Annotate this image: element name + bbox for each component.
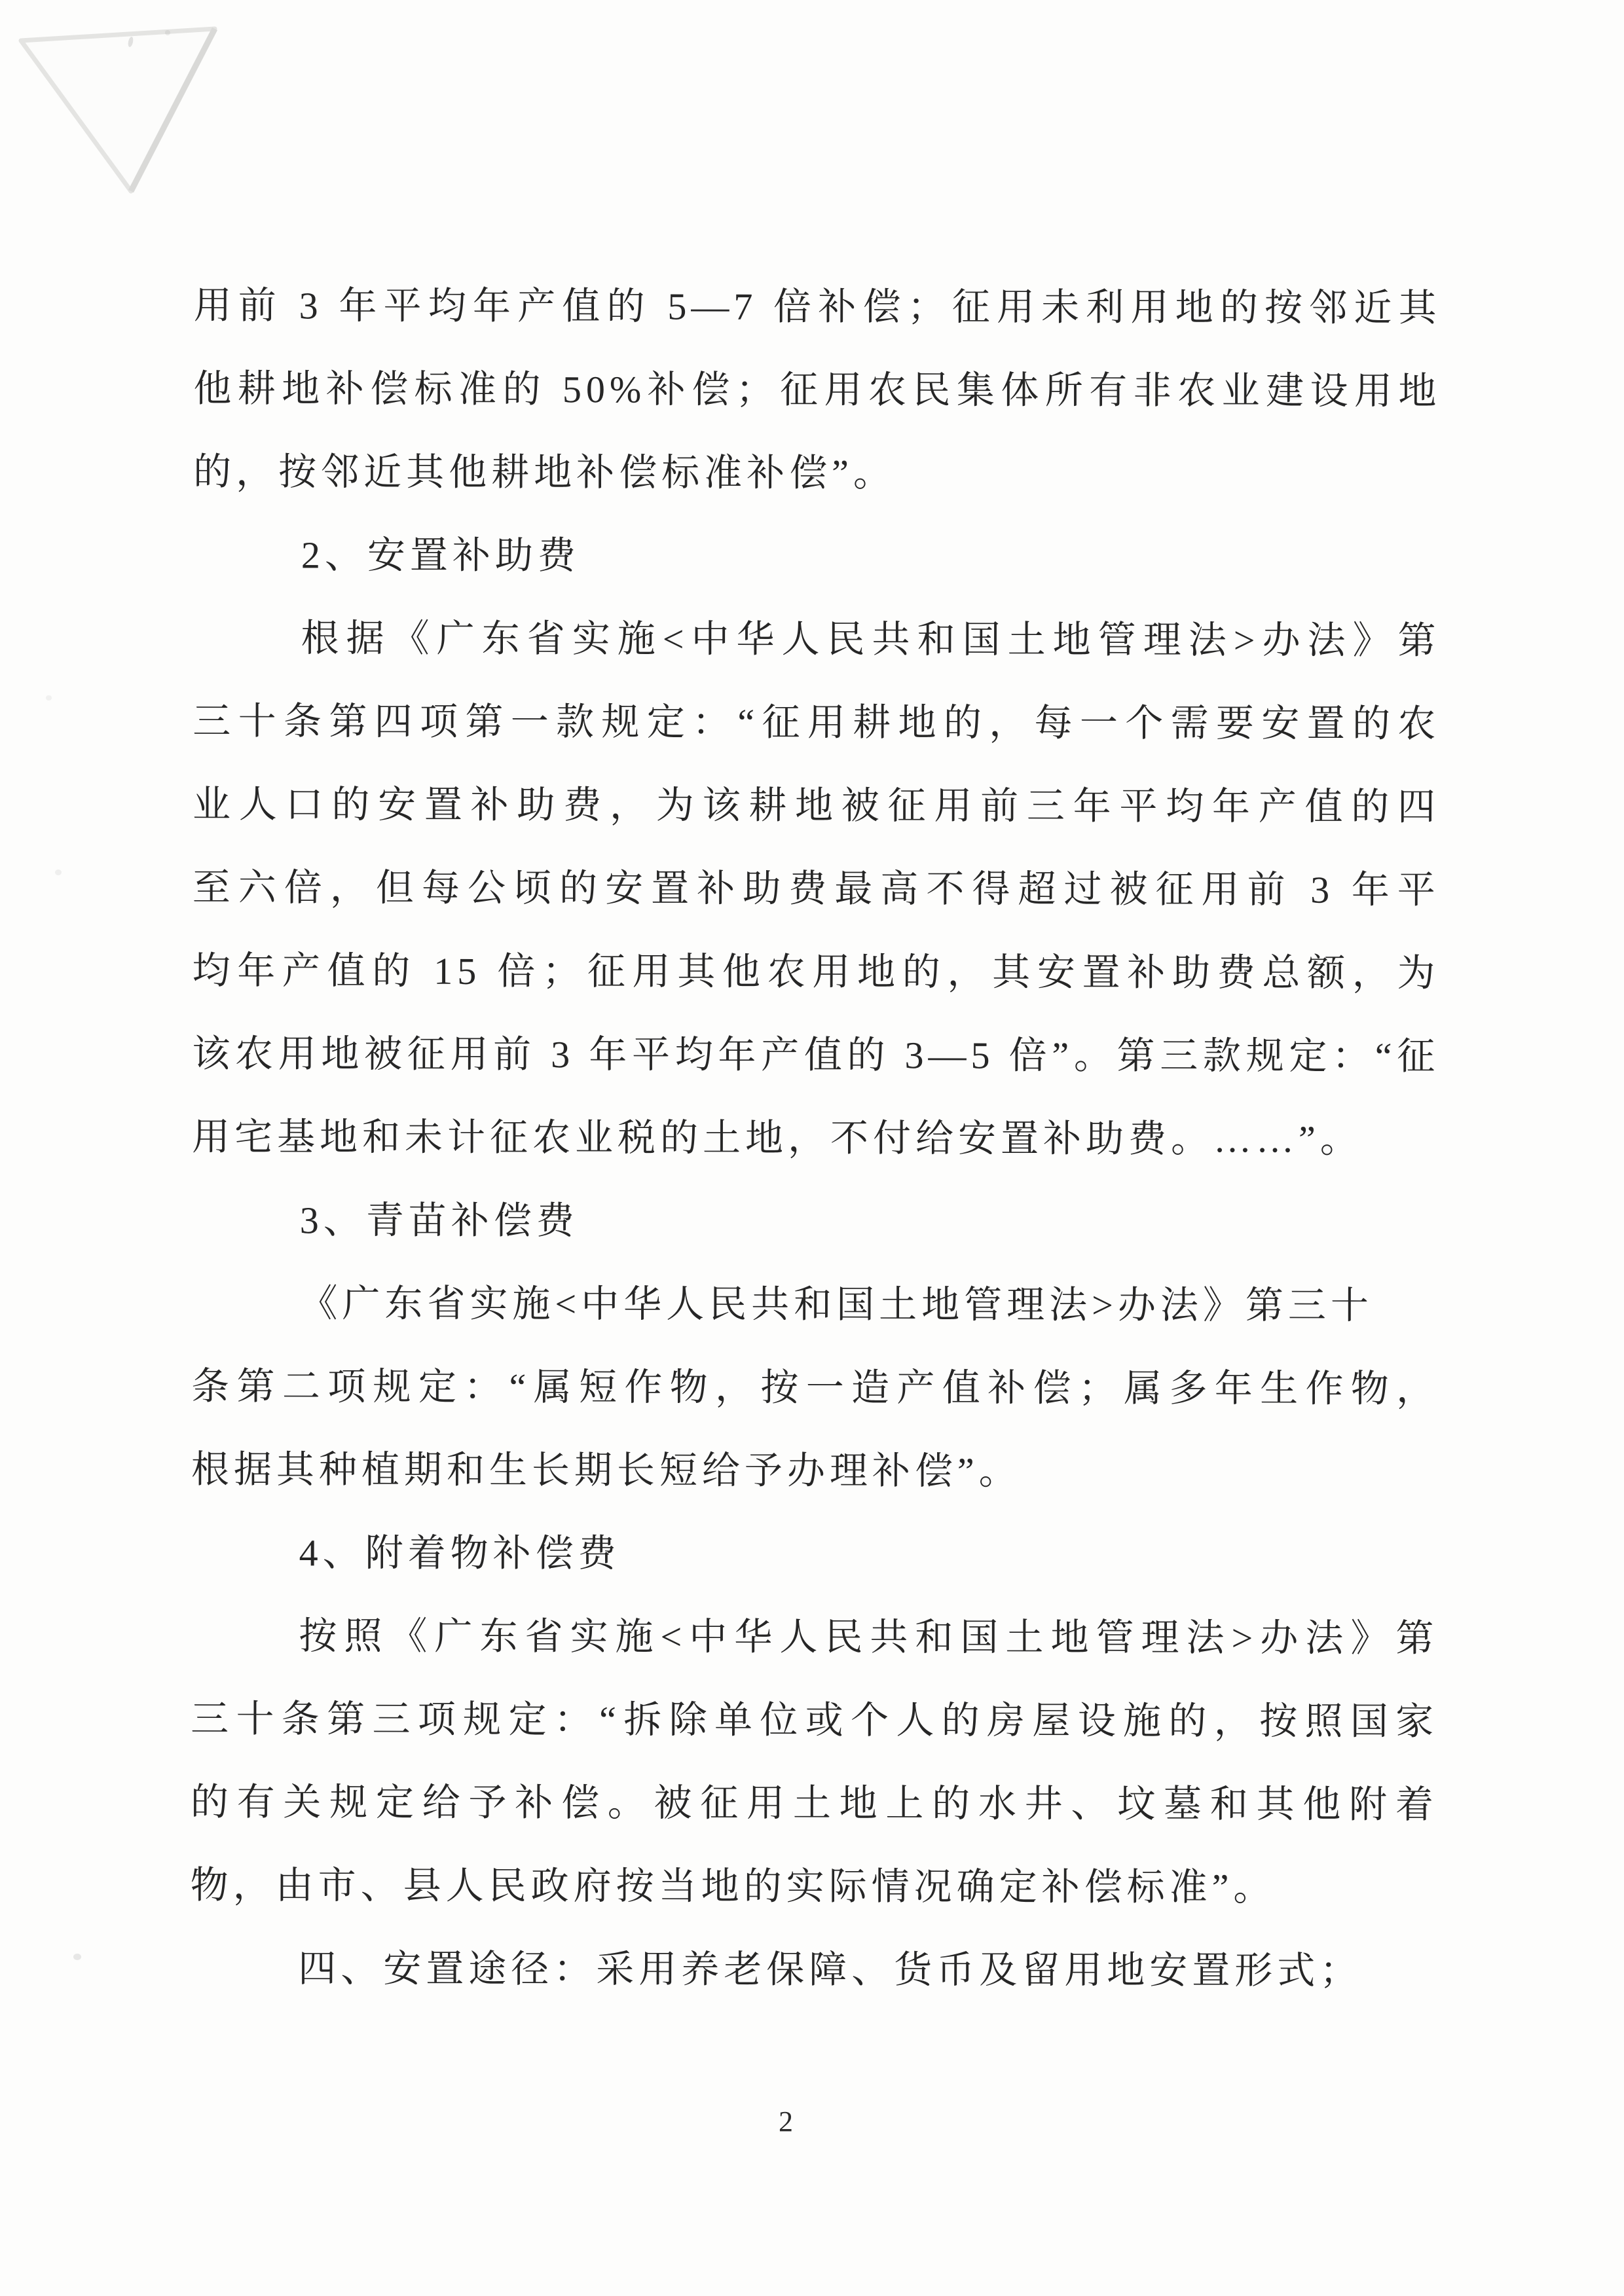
text-line: 至六倍，但每公顷的安置补助费最高不得超过被征用前 3 年平 [192, 866, 1440, 911]
text-line: 条第二项规定：“属短作物，按一造产值补偿；属多年生作物， [191, 1365, 1439, 1410]
text-line: 3、青苗补偿费 [299, 1199, 579, 1243]
text-line: 《广东省实施<中华人民共和国土地管理法>办法》第三十 [299, 1282, 1373, 1327]
text-line: 业人口的安置补助费，为该耕地被征用前三年平均年产值的四 [192, 783, 1441, 828]
text-line: 该农用地被征用前 3 年平均年产值的 3—5 倍”。第三款规定：“征 [192, 1032, 1440, 1078]
text-block [190, 264, 1441, 2013]
text-line: 四、安置途径：采用养老保障、货币及留用地安置形式； [298, 1947, 1363, 1992]
text-line: 三十条第四项第一款规定：“征用耕地的，每一个需要安置的农 [193, 700, 1441, 745]
page-fold-crease-mark [0, 0, 236, 210]
text-line: 根据《广东省实施<中华人民共和国土地管理法>办法》第 [301, 617, 1441, 662]
text-line: 根据其种植期和生长期长短给予办理补偿”。 [191, 1448, 1022, 1493]
text-line: 4、附着物补偿费 [299, 1531, 621, 1575]
text-line: 三十条第三项规定：“拆除单位或个人的房屋设施的，按照国家 [191, 1698, 1439, 1743]
scan-artifact [127, 36, 134, 47]
text-line: 用宅基地和未计征农业税的土地，不付给安置补助费。……”。 [191, 1116, 1363, 1161]
page-number: 2 [779, 2105, 793, 2138]
scan-artifact [165, 30, 170, 35]
text-line: 他耕地补偿标准的 50%补偿；征用农民集体所有非农业建设用地 [193, 367, 1441, 412]
text-line: 用前 3 年平均年产值的 5—7 倍补偿；征用未利用地的按邻近其 [193, 284, 1441, 329]
text-line: 物，由市、县人民政府按当地的实际情况确定补偿标准”。 [190, 1864, 1276, 1909]
scan-artifact [73, 1954, 81, 1960]
text-line: 的有关规定给予补偿。被征用土地上的水井、坟墓和其他附着 [190, 1781, 1438, 1826]
text-line: 均年产值的 15 倍；征用其他农用地的，其安置补助费总额，为 [192, 949, 1440, 994]
text-line: 2、安置补助费 [301, 534, 580, 577]
text-line: 按照《广东省实施<中华人民共和国土地管理法>办法》第 [299, 1614, 1439, 1660]
text-line: 的，按邻近其他耕地补偿标准补偿”。 [193, 450, 896, 495]
scan-artifact [55, 869, 62, 875]
scan-artifact [46, 695, 52, 701]
